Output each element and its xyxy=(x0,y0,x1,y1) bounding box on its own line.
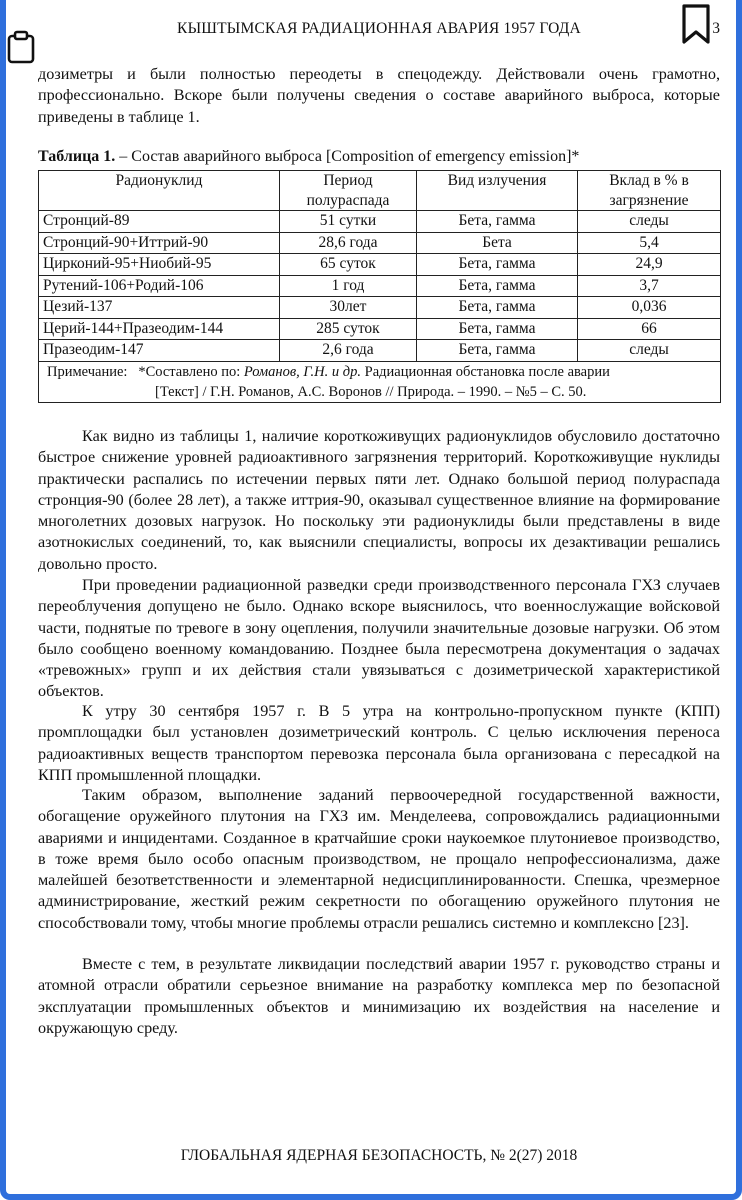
header-contribution: Вклад в % в загрязнение xyxy=(578,171,721,211)
cell-contribution: следы xyxy=(578,211,721,233)
table-caption-text: – Состав аварийного выброса [Composition of emergency emission]* xyxy=(115,148,580,165)
running-footer: ГЛОБАЛЬНАЯ ЯДЕРНАЯ БЕЗОПАСНОСТЬ, № 2(27) 2018 xyxy=(180,1147,578,1164)
cell-half-life: 1 год xyxy=(280,275,417,297)
cell-nuclide: Стронций-89 xyxy=(39,211,280,233)
note-label: Примечание: xyxy=(47,363,128,380)
clipboard-icon[interactable] xyxy=(6,30,36,64)
page-number: 3 xyxy=(712,20,720,37)
table-row xyxy=(39,340,721,362)
cell-contribution: 5,4 xyxy=(578,232,721,254)
cell-nuclide: Рутений-106+Родий-106 xyxy=(39,275,280,297)
cell-half-life: 285 суток xyxy=(280,318,417,340)
cell-radiation: Бета, гамма xyxy=(417,254,578,276)
cell-nuclide: Цирконий-95+Ниобий-95 xyxy=(39,254,280,276)
table-note xyxy=(39,361,721,402)
body-paragraph: Как видно из таблицы 1, наличие короткоживущих радионуклидов обусловило достаточно быстрое снижение уровней радиоактивного загрязнения территорий. Короткоживущие нуклиды практически распались по истечении первых пяти лет. Однако большой период полураспада стронция-90 (более 28 лет), а также иттрия-90, оказывал существенное влияние на формирование многолетних дозовых нагрузок. Но поскольку эти радионуклиды были представлены в виде азотнокислых соединений, то, как выяснили специалисты, вопросы их дезактивации решались довольно просто. xyxy=(38,427,720,573)
header-radiation: Вид излучения xyxy=(417,171,578,211)
note-authors: Романов, Г.Н. и др. xyxy=(243,363,361,380)
body-paragraph: Таким образом, выполнение заданий первоочередной государственной важности, обогащение оружейного плутония на ГХЗ им. Менделеева, сопровождались радиационными авариями и инцидентами. Созданное в кратчайшие сроки наукоемкое плутониевое производство, в тоже время было особо опасным производством, не прощало непрофессионализма, даже малейшей безответственности и элементарной недисциплинированности. Спешка, чрезмерное администрирование, жесткий режим секретности по обогащению оружейного плутония не способствовали тому, чтобы многие проблемы отрасли решались системно и комплексно [23]. xyxy=(38,786,720,932)
body-paragraph: Вместе с тем, в результате ликвидации последствий аварии 1957 г. руководство страны и атомной отрасли обратили серьезное внимание на разработку комплекса мер по безопасной эксплуатации промышленных объектов и минимизацию их воздействия на население и окружающую среду. xyxy=(38,955,720,1037)
cell-radiation: Бета, гамма xyxy=(417,340,578,362)
note-rest: Радиационная обстановка после аварии xyxy=(361,363,610,380)
cell-radiation: Бета, гамма xyxy=(417,275,578,297)
table-row xyxy=(39,232,721,254)
cell-radiation: Бета, гамма xyxy=(417,211,578,233)
intro-paragraph: дозиметры и были полностью переодеты в спецодежду. Действовали очень грамотно, профессионально. Вскоре были получены сведения о составе аварийного выброса, которые приведены в таблице 1. xyxy=(38,65,720,126)
cell-contribution: следы xyxy=(578,340,721,362)
cell-nuclide: Церий-144+Празеодим-144 xyxy=(39,318,280,340)
cell-contribution: 24,9 xyxy=(578,254,721,276)
emission-table xyxy=(38,170,721,403)
cell-half-life: 2,6 года xyxy=(280,340,417,362)
header-half-life: Период полураспада xyxy=(280,171,417,211)
table-caption xyxy=(38,148,720,166)
cell-contribution: 0,036 xyxy=(578,297,721,319)
table-row xyxy=(39,275,721,297)
running-header: КЫШТЫМСКАЯ РАДИАЦИОННАЯ АВАРИЯ 1957 ГОДА xyxy=(177,20,581,37)
table-note-row xyxy=(39,361,721,402)
body-paragraph: При проведении радиационной разведки среди производственного персонала ГХЗ случаев переоблучения допущено не было. Однако вскоре выяснилось, что военнослужащие войсковой части, поднятые по тревоге в зону оцепления, получили значительные дозовые нагрузки. Об этом было сообщено военному командованию. Позднее была пересмотрена документация о задачах «тревожных» групп и их действия стали увязываться с дозиметрической характеристикой объектов. xyxy=(38,576,720,701)
cell-half-life: 65 суток xyxy=(280,254,417,276)
cell-half-life: 51 сутки xyxy=(280,211,417,233)
table-row xyxy=(39,254,721,276)
table-row xyxy=(39,211,721,233)
cell-nuclide: Празеодим-147 xyxy=(39,340,280,362)
table-row xyxy=(39,297,721,319)
cell-radiation: Бета, гамма xyxy=(417,318,578,340)
note-line2: [Текст] / Г.Н. Романов, А.С. Воронов // Природа. – 1990. – №5 – С. 50. xyxy=(155,383,587,400)
note-prefix: *Составлено по: xyxy=(138,363,244,380)
cell-radiation: Бета xyxy=(417,232,578,254)
cell-half-life: 28,6 года xyxy=(280,232,417,254)
cell-half-life: 30лет xyxy=(280,297,417,319)
table-header-row xyxy=(39,171,721,211)
table-row xyxy=(39,318,721,340)
cell-contribution: 66 xyxy=(578,318,721,340)
body-paragraph: К утру 30 сентября 1957 г. В 5 утра на контрольно-пропускном пункте (КПП) промплощадки был установлен дозиметрический контроль. С целью исключения переноса радиоактивных веществ транспортом перевозка персонала была организована с пересадкой на КПП промышленной площадки. xyxy=(38,702,720,784)
cell-radiation: Бета, гамма xyxy=(417,297,578,319)
cell-nuclide: Стронций-90+Иттрий-90 xyxy=(39,232,280,254)
cell-contribution: 3,7 xyxy=(578,275,721,297)
header-nuclide: Радионуклид xyxy=(39,171,280,211)
cell-nuclide: Цезий-137 xyxy=(39,297,280,319)
table-caption-label: Таблица 1. xyxy=(38,148,116,165)
